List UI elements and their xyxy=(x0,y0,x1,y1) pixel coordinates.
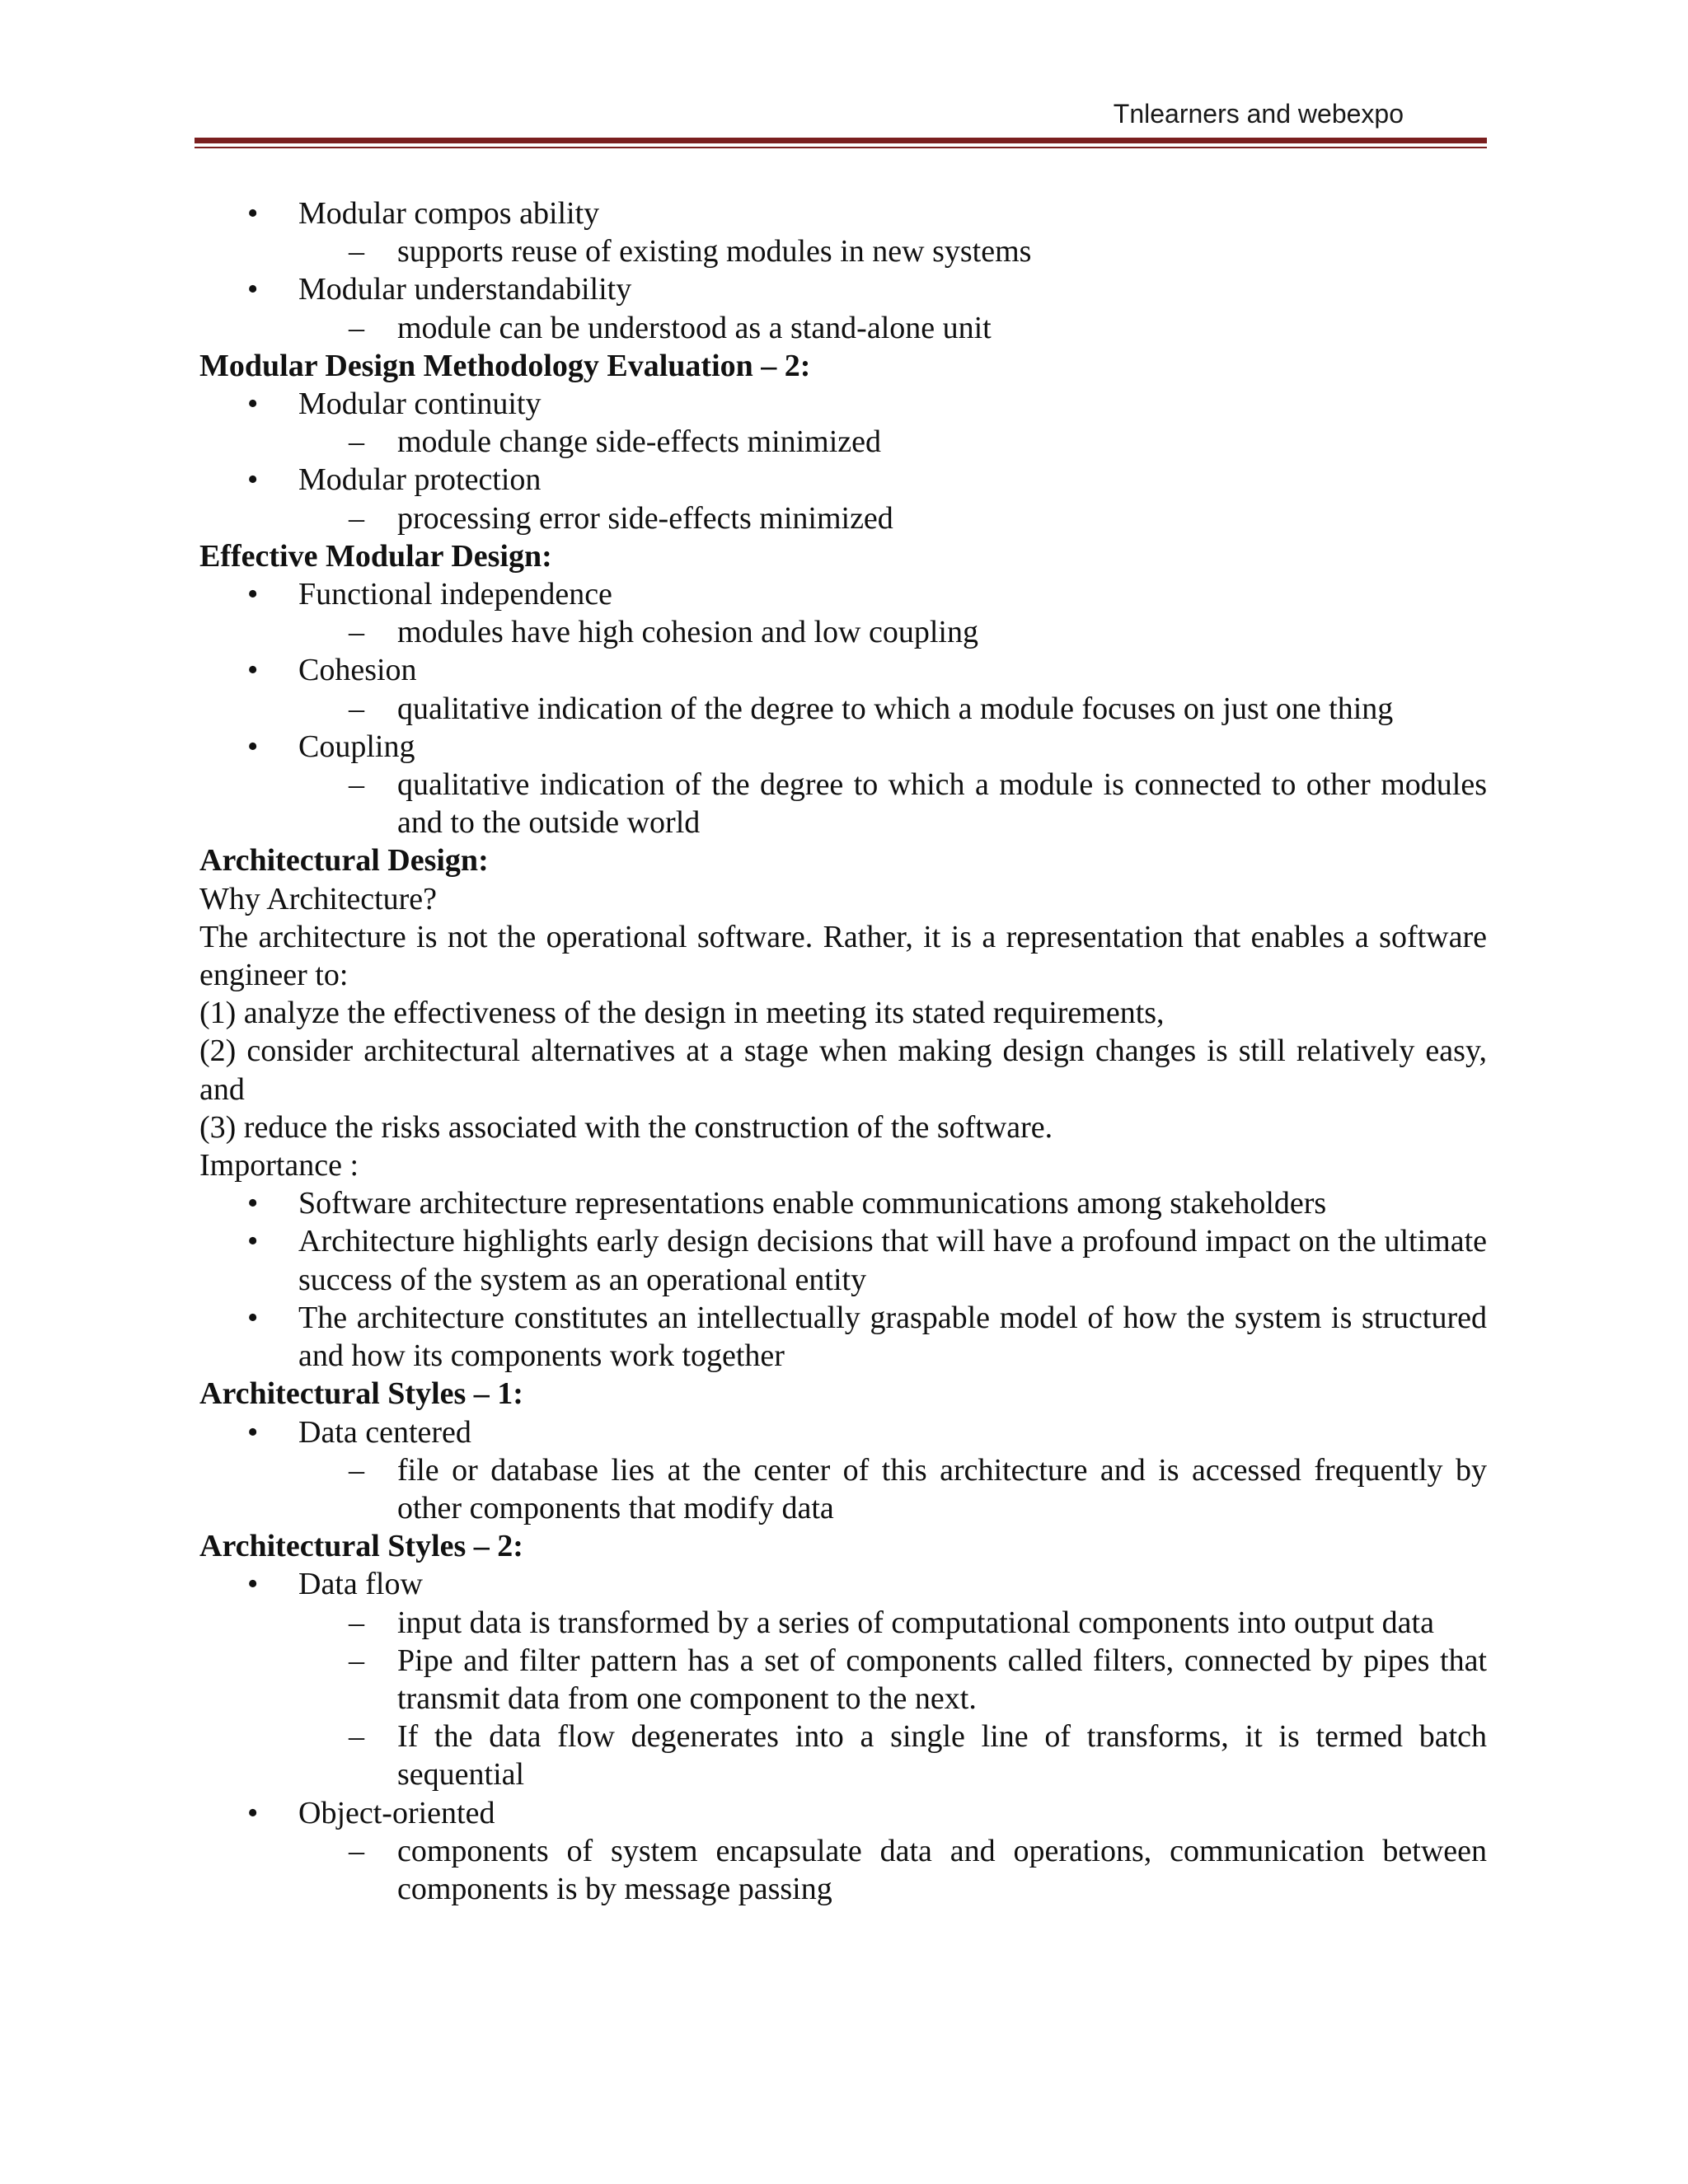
bullet-marker: • xyxy=(247,1224,259,1259)
sub-text: components of system encapsulate data and operations, communication between components is by message passing xyxy=(397,1833,1487,1906)
paragraph: Importance : xyxy=(199,1148,359,1183)
sub-text: processing error side-effects minimized xyxy=(397,500,893,536)
section-heading: Architectural Styles – 2: xyxy=(199,1529,523,1564)
dash-marker: – xyxy=(349,1833,364,1868)
bullet-text: Data flow xyxy=(298,1567,423,1602)
sub-item xyxy=(199,309,1487,347)
bullet-marker: • xyxy=(247,577,259,612)
bullet-text: Modular continuity xyxy=(298,387,542,422)
bullet-text: Cohesion xyxy=(298,653,417,688)
section-heading: Effective Modular Design: xyxy=(199,538,552,574)
sub-item xyxy=(199,690,1487,728)
dash-marker: – xyxy=(349,1719,364,1755)
bullet-text: Coupling xyxy=(298,729,415,764)
section-heading: Architectural Design: xyxy=(199,843,489,879)
paragraph: (2) consider architectural alternatives at a stage when making design changes is still relatively easy, and xyxy=(199,1033,1487,1107)
sub-item xyxy=(199,499,1487,537)
sub-item xyxy=(199,1832,1487,1908)
section-heading: Architectural Styles – 1: xyxy=(199,1376,523,1412)
bullet-text: Functional independence xyxy=(298,577,612,612)
dash-marker: – xyxy=(349,1643,364,1678)
sub-text: If the data flow degenerates into a single line of transforms, it is termed batch sequential xyxy=(397,1719,1487,1793)
bullet-text: Architecture highlights early design decisions that will have a profound impact on the ultimate success of the system as an operational entity xyxy=(298,1224,1487,1297)
bullet-item xyxy=(199,1794,1487,1832)
bullet-text: Modular compos ability xyxy=(298,196,600,231)
sub-text: qualitative indication of the degree to which a module is connected to other modules and to the outside world xyxy=(397,767,1487,841)
paragraph: (3) reduce the risks associated with the construction of the software. xyxy=(199,1109,1053,1145)
bullet-item xyxy=(199,385,1487,423)
paragraph: The architecture is not the operational software. Rather, it is a representation that enables a software engineer to: xyxy=(199,919,1487,993)
sub-text: file or database lies at the center of this architecture and is accessed frequently by other components that modify data xyxy=(397,1452,1487,1526)
dash-marker: – xyxy=(349,500,364,536)
header-rule-thin xyxy=(195,147,1487,148)
bullet-marker: • xyxy=(247,196,259,231)
dash-marker: – xyxy=(349,1605,364,1640)
dash-marker: – xyxy=(349,234,364,269)
sub-item xyxy=(199,766,1487,841)
paragraph: Why Architecture? xyxy=(199,881,438,916)
document-body xyxy=(199,194,1487,1908)
header-rule-thick xyxy=(195,138,1487,143)
dash-marker: – xyxy=(349,424,364,460)
bullet-text: Data centered xyxy=(298,1414,471,1450)
bullet-item xyxy=(199,194,1487,232)
bullet-marker: • xyxy=(247,272,259,307)
bullet-item xyxy=(199,1184,1487,1222)
bullet-text: Object-oriented xyxy=(298,1795,495,1830)
sub-text: input data is transformed by a series of computational components into output data xyxy=(397,1605,1434,1640)
sub-item xyxy=(199,1642,1487,1718)
bullet-item xyxy=(199,1565,1487,1603)
bullet-text: Software architecture representations enable communications among stakeholders xyxy=(298,1186,1327,1221)
bullet-marker: • xyxy=(247,1414,259,1450)
paragraph: (1) analyze the effectiveness of the design in meeting its stated requirements, xyxy=(199,996,1165,1031)
bullet-marker: • xyxy=(247,462,259,498)
sub-item xyxy=(199,1718,1487,1793)
bullet-item xyxy=(199,270,1487,308)
bullet-marker: • xyxy=(247,387,259,422)
bullet-item xyxy=(199,651,1487,689)
bullet-text: Modular protection xyxy=(298,462,542,498)
sub-text: module change side-effects minimized xyxy=(397,424,882,460)
bullet-item xyxy=(199,461,1487,499)
bullet-marker: • xyxy=(247,1186,259,1221)
sub-item xyxy=(199,1604,1487,1642)
bullet-item xyxy=(199,1222,1487,1298)
sub-text: supports reuse of existing modules in new systems xyxy=(397,234,1032,269)
sub-text: modules have high cohesion and low coupling xyxy=(397,615,978,650)
sub-text: module can be understood as a stand-alone unit xyxy=(397,310,992,345)
dash-marker: – xyxy=(349,1452,364,1488)
bullet-item xyxy=(199,1413,1487,1451)
bullet-marker: • xyxy=(247,729,259,764)
bullet-item xyxy=(199,728,1487,766)
dash-marker: – xyxy=(349,615,364,650)
bullet-marker: • xyxy=(247,1567,259,1602)
sub-text: qualitative indication of the degree to which a module focuses on just one thing xyxy=(397,691,1394,726)
sub-item xyxy=(199,1451,1487,1527)
bullet-item xyxy=(199,575,1487,613)
sub-item xyxy=(199,423,1487,461)
bullet-text: The architecture constitutes an intellectually graspable model of how the system is structured and how its components work together xyxy=(298,1300,1487,1374)
sub-text: Pipe and filter pattern has a set of components called filters, connected by pipes that transmit data from one component to the next. xyxy=(397,1643,1487,1716)
sub-item xyxy=(199,613,1487,651)
dash-marker: – xyxy=(349,767,364,803)
page-header-text: Tnlearners and webexpo xyxy=(1113,99,1404,129)
section-heading: Modular Design Methodology Evaluation – 2: xyxy=(199,348,811,383)
sub-item xyxy=(199,232,1487,270)
bullet-marker: • xyxy=(247,653,259,688)
bullet-text: Modular understandability xyxy=(298,272,632,307)
dash-marker: – xyxy=(349,691,364,726)
bullet-marker: • xyxy=(247,1300,259,1335)
bullet-marker: • xyxy=(247,1795,259,1830)
bullet-item xyxy=(199,1299,1487,1375)
dash-marker: – xyxy=(349,310,364,345)
